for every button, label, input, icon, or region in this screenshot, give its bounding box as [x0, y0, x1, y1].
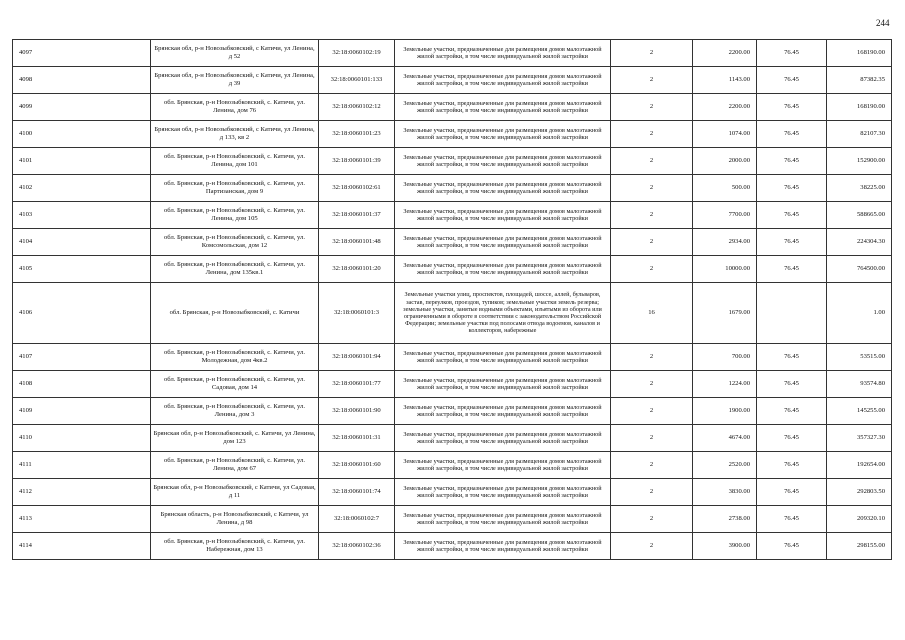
table-row	[13, 202, 892, 229]
address-cell: обл. Брянская, р-н Новозыбковский, с. Катичи, ул. Ленина, дом 105	[151, 202, 319, 229]
cadastral-number-cell: 32:18:0060101:90	[319, 398, 395, 425]
area-cell: 1074.00	[693, 121, 757, 148]
area-cell: 700.00	[693, 344, 757, 371]
cadastral-value-cell: 168190.00	[827, 40, 892, 67]
cadastral-value-cell: 145255.00	[827, 398, 892, 425]
group-code-cell: 2	[611, 229, 693, 256]
rate-cell: 76.45	[757, 398, 827, 425]
address-cell: Брянская обл, р-н Новозыбковский, с Катичи, ул Садовая, д 11	[151, 479, 319, 506]
row-number: 4102	[13, 175, 151, 202]
group-code-cell: 2	[611, 67, 693, 94]
group-code-cell: 2	[611, 202, 693, 229]
area-cell: 10000.00	[693, 256, 757, 283]
area-cell: 2200.00	[693, 94, 757, 121]
area-cell: 2000.00	[693, 148, 757, 175]
table-row	[13, 229, 892, 256]
cadastral-value-cell: 93574.80	[827, 371, 892, 398]
row-number: 4107	[13, 344, 151, 371]
address-cell: обл. Брянская, р-н Новозыбковский, с. Катичи, ул. Молодежная, дом 4кв.2	[151, 344, 319, 371]
cadastral-number-cell: 32:18:0060101:39	[319, 148, 395, 175]
row-number: 4109	[13, 398, 151, 425]
area-cell: 1679.00	[693, 283, 757, 344]
area-cell: 7700.00	[693, 202, 757, 229]
row-number: 4106	[13, 283, 151, 344]
area-cell: 2520.00	[693, 452, 757, 479]
address-cell: обл. Брянская, р-н Новозыбковский, с. Катичи, ул. Набережная, дом 13	[151, 533, 319, 560]
cadastral-number-cell: 32:18:0060102:19	[319, 40, 395, 67]
group-code-cell: 2	[611, 506, 693, 533]
table-row	[13, 533, 892, 560]
land-use-type-cell: Земельные участки, предназначенные для размещения домов малоэтажной жилой застройки, в том числе индивидуальной жилой застройки	[395, 506, 611, 533]
address-cell: Брянская обл, р-н Новозыбковский, с Катичи, ул Ленина, д 52	[151, 40, 319, 67]
land-use-type-cell: Земельные участки, предназначенные для размещения домов малоэтажной жилой застройки, в том числе индивидуальной жилой застройки	[395, 256, 611, 283]
area-cell: 4674.00	[693, 425, 757, 452]
group-code-cell: 2	[611, 479, 693, 506]
cadastral-value-cell: 53515.00	[827, 344, 892, 371]
cadastral-number-cell: 32:18:0060101:48	[319, 229, 395, 256]
row-number: 4100	[13, 121, 151, 148]
rate-cell: 76.45	[757, 202, 827, 229]
land-use-type-cell: Земельные участки, предназначенные для размещения домов малоэтажной жилой застройки, в том числе индивидуальной жилой застройки	[395, 202, 611, 229]
area-cell: 1224.00	[693, 371, 757, 398]
row-number: 4097	[13, 40, 151, 67]
land-use-type-cell: Земельные участки, предназначенные для размещения домов малоэтажной жилой застройки, в том числе индивидуальной жилой застройки	[395, 344, 611, 371]
row-number: 4111	[13, 452, 151, 479]
cadastral-value-cell: 82107.30	[827, 121, 892, 148]
address-cell: обл. Брянская, р-н Новозыбковский, с. Катичи, ул. Партизанская, дом 9	[151, 175, 319, 202]
cadastral-number-cell: 32:18:0060102:7	[319, 506, 395, 533]
address-cell: обл. Брянская, р-н Новозыбковский, с. Катичи, ул. Комсомольская, дом 12	[151, 229, 319, 256]
land-use-type-cell: Земельные участки, предназначенные для размещения домов малоэтажной жилой застройки, в том числе индивидуальной жилой застройки	[395, 452, 611, 479]
address-cell: обл. Брянская, р-н Новозыбковский, с. Катичи, ул. Садовая, дом 14	[151, 371, 319, 398]
table-row	[13, 256, 892, 283]
cadastral-number-cell: 32:18:0060101:77	[319, 371, 395, 398]
land-use-type-cell: Земельные участки, предназначенные для размещения домов малоэтажной жилой застройки, в том числе индивидуальной жилой застройки	[395, 94, 611, 121]
row-number: 4101	[13, 148, 151, 175]
land-use-type-cell: Земельные участки, предназначенные для размещения домов малоэтажной жилой застройки, в том числе индивидуальной жилой застройки	[395, 371, 611, 398]
cadastral-number-cell: 32:18:0060102:36	[319, 533, 395, 560]
cadastral-value-cell: 292803.50	[827, 479, 892, 506]
rate-cell	[757, 283, 827, 344]
table-row	[13, 398, 892, 425]
land-use-type-cell: Земельные участки, предназначенные для размещения домов малоэтажной жилой застройки, в том числе индивидуальной жилой застройки	[395, 67, 611, 94]
area-cell: 1143.00	[693, 67, 757, 94]
table-row	[13, 479, 892, 506]
cadastral-value-cell: 192654.00	[827, 452, 892, 479]
land-use-type-cell: Земельные участки, предназначенные для размещения домов малоэтажной жилой застройки, в том числе индивидуальной жилой застройки	[395, 121, 611, 148]
rate-cell: 76.45	[757, 344, 827, 371]
row-number: 4098	[13, 67, 151, 94]
table-row	[13, 175, 892, 202]
row-number: 4099	[13, 94, 151, 121]
address-cell: обл. Брянская, р-н Новозыбковский, с. Катичи, ул. Ленина, дом 101	[151, 148, 319, 175]
address-cell: обл. Брянская, р-н Новозыбковский, с. Катичи	[151, 283, 319, 344]
address-cell: Брянская область, р-н Новозыбковский, с Катичи, ул Ленина, д 98	[151, 506, 319, 533]
cadastral-number-cell: 32:18:0060101:133	[319, 67, 395, 94]
land-use-type-cell: Земельные участки, предназначенные для размещения домов малоэтажной жилой застройки, в том числе индивидуальной жилой застройки	[395, 398, 611, 425]
cadastral-value-cell: 224304.30	[827, 229, 892, 256]
rate-cell: 76.45	[757, 229, 827, 256]
row-number: 4103	[13, 202, 151, 229]
area-cell: 2738.00	[693, 506, 757, 533]
cadastral-value-cell: 298155.00	[827, 533, 892, 560]
land-use-type-cell: Земельные участки, предназначенные для размещения домов малоэтажной жилой застройки, в том числе индивидуальной жилой застройки	[395, 425, 611, 452]
table-row	[13, 344, 892, 371]
row-number: 4114	[13, 533, 151, 560]
cadastral-value-cell: 87382.35	[827, 67, 892, 94]
address-cell: обл. Брянская, р-н Новозыбковский, с. Катичи, ул. Ленина, дом 3	[151, 398, 319, 425]
rate-cell: 76.45	[757, 506, 827, 533]
land-use-type-cell: Земельные участки, предназначенные для размещения домов малоэтажной жилой застройки, в том числе индивидуальной жилой застройки	[395, 479, 611, 506]
group-code-cell: 2	[611, 425, 693, 452]
land-use-type-cell: Земельные участки улиц, проспектов, площадей, шоссе, аллей, бульваров, застав, переулков, проездов, тупиков; земельные участки земель резерва; земельные участки, занятые водными объектами, изъятыми из оборота или ограниченными в обороте в соответствии с законодательством Российской Федерации; земельные участки под полосами отвода водоемов, каналов и коллекторов, набережные	[395, 283, 611, 344]
area-cell: 1900.00	[693, 398, 757, 425]
table-row	[13, 506, 892, 533]
land-use-type-cell: Земельные участки, предназначенные для размещения домов малоэтажной жилой застройки, в том числе индивидуальной жилой застройки	[395, 175, 611, 202]
table-body	[13, 40, 892, 560]
address-cell: обл. Брянская, р-н Новозыбковский, с. Катичи, ул. Ленина, дом 135кв.1	[151, 256, 319, 283]
cadastral-number-cell: 32:18:0060101:94	[319, 344, 395, 371]
rate-cell: 76.45	[757, 94, 827, 121]
address-cell: обл. Брянская, р-н Новозыбковский, с. Катичи, ул. Ленина, дом 76	[151, 94, 319, 121]
table-row	[13, 121, 892, 148]
rate-cell: 76.45	[757, 479, 827, 506]
table-row	[13, 425, 892, 452]
row-number: 4105	[13, 256, 151, 283]
area-cell: 2200.00	[693, 40, 757, 67]
address-cell: Брянская обл, р-н Новозыбковский, с Катичи, ул Ленина, д 133, кв 2	[151, 121, 319, 148]
cadastral-number-cell: 32:18:0060101:37	[319, 202, 395, 229]
cadastral-number-cell: 32:18:0060101:60	[319, 452, 395, 479]
cadastral-value-cell: 588665.00	[827, 202, 892, 229]
rate-cell: 76.45	[757, 175, 827, 202]
cadastral-number-cell: 32:18:0060101:74	[319, 479, 395, 506]
group-code-cell: 2	[611, 148, 693, 175]
group-code-cell: 2	[611, 398, 693, 425]
rate-cell: 76.45	[757, 121, 827, 148]
group-code-cell: 2	[611, 121, 693, 148]
area-cell: 3830.00	[693, 479, 757, 506]
table-row	[13, 148, 892, 175]
cadastral-value-cell: 357327.30	[827, 425, 892, 452]
address-cell: Брянская обл, р-н Новозыбковский, с. Катичи, ул Ленина, дом 123	[151, 425, 319, 452]
table-row	[13, 67, 892, 94]
land-use-type-cell: Земельные участки, предназначенные для размещения домов малоэтажной жилой застройки, в том числе индивидуальной жилой застройки	[395, 229, 611, 256]
cadastral-number-cell: 32:18:0060102:61	[319, 175, 395, 202]
cadastral-number-cell: 32:18:0060101:20	[319, 256, 395, 283]
cadastral-number-cell: 32:18:0060101:23	[319, 121, 395, 148]
table-row	[13, 94, 892, 121]
rate-cell: 76.45	[757, 67, 827, 94]
group-code-cell: 2	[611, 175, 693, 202]
rate-cell: 76.45	[757, 425, 827, 452]
cadastral-value-cell: 764500.00	[827, 256, 892, 283]
table-row	[13, 452, 892, 479]
land-use-type-cell: Земельные участки, предназначенные для размещения домов малоэтажной жилой застройки, в том числе индивидуальной жилой застройки	[395, 148, 611, 175]
rate-cell: 76.45	[757, 533, 827, 560]
group-code-cell: 2	[611, 344, 693, 371]
area-cell: 500.00	[693, 175, 757, 202]
address-cell: обл. Брянская, р-н Новозыбковский, с. Катичи, ул. Ленина, дом 67	[151, 452, 319, 479]
cadastral-number-cell: 32:18:0060101:31	[319, 425, 395, 452]
cadastral-value-cell: 38225.00	[827, 175, 892, 202]
table-row	[13, 40, 892, 67]
cadastral-value-cell: 152900.00	[827, 148, 892, 175]
group-code-cell: 2	[611, 371, 693, 398]
table-row	[13, 371, 892, 398]
row-number: 4110	[13, 425, 151, 452]
cadastral-value-cell: 209320.10	[827, 506, 892, 533]
land-use-type-cell: Земельные участки, предназначенные для размещения домов малоэтажной жилой застройки, в том числе индивидуальной жилой застройки	[395, 533, 611, 560]
cadastral-number-cell: 32:18:0060101:3	[319, 283, 395, 344]
area-cell: 3900.00	[693, 533, 757, 560]
area-cell: 2934.00	[693, 229, 757, 256]
group-code-cell: 2	[611, 40, 693, 67]
row-number: 4104	[13, 229, 151, 256]
rate-cell: 76.45	[757, 148, 827, 175]
rate-cell: 76.45	[757, 40, 827, 67]
cadastral-number-cell: 32:18:0060102:12	[319, 94, 395, 121]
row-number: 4108	[13, 371, 151, 398]
group-code-cell: 2	[611, 452, 693, 479]
group-code-cell: 2	[611, 256, 693, 283]
address-cell: Брянская обл, р-н Новозыбковский, с Катичи, ул Ленина, д 39	[151, 67, 319, 94]
group-code-cell: 2	[611, 94, 693, 121]
land-use-type-cell: Земельные участки, предназначенные для размещения домов малоэтажной жилой застройки, в том числе индивидуальной жилой застройки	[395, 40, 611, 67]
group-code-cell: 2	[611, 533, 693, 560]
row-number: 4112	[13, 479, 151, 506]
rate-cell: 76.45	[757, 452, 827, 479]
page-number: 244	[876, 18, 890, 28]
rate-cell: 76.45	[757, 256, 827, 283]
group-code-cell: 16	[611, 283, 693, 344]
cadastral-value-cell: 1.00	[827, 283, 892, 344]
row-number: 4113	[13, 506, 151, 533]
land-registry-table	[12, 39, 892, 560]
rate-cell: 76.45	[757, 371, 827, 398]
table-row	[13, 283, 892, 344]
cadastral-value-cell: 168190.00	[827, 94, 892, 121]
